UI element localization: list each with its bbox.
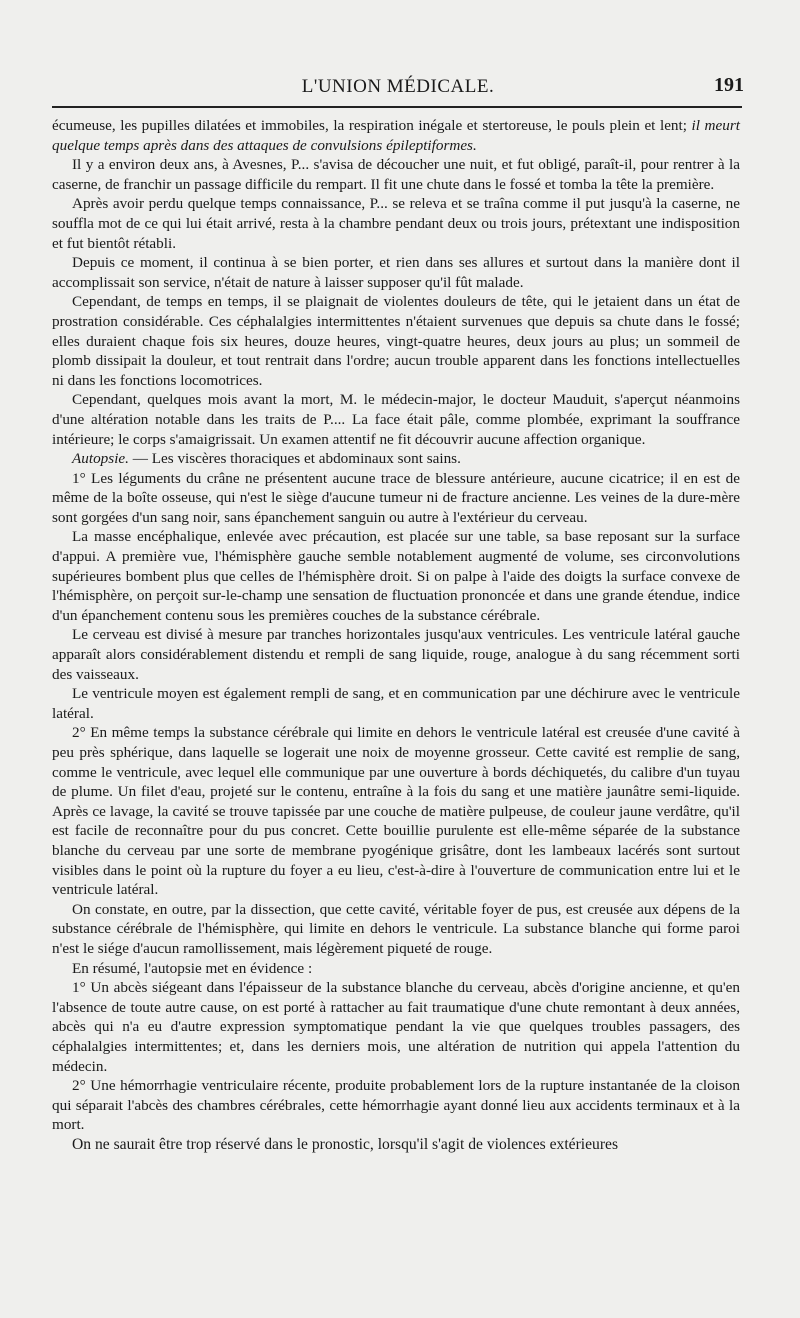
paragraph <box>52 194 740 253</box>
paragraph-text: Le cerveau est divisé à mesure par tranches horizontales jusqu'aux ventricules. Les ventricule latéral gauche apparaît alors considérablement distendu et rempli de sang liquide, rouge, analogue à du sang récemment sorti des vaisseaux. <box>52 626 740 683</box>
paragraph-text: Le ventricule moyen est également rempli de sang, et en communication par une déchirure avec le ventricule latéral. <box>52 685 740 722</box>
running-header <box>52 72 744 102</box>
paragraph-text: 2° En même temps la substance cérébrale qui limite en dehors le ventricule latéral est creusée d'une cavité à peu près sphérique, dans laquelle se logerait une noix de moyenne grosseur. Cette cavité est remplie de sang, comme le ventricule, avec lequel elle communique par une ouverture à bords déchiquetés, du calibre d'un tuyau de plume. Un filet d'eau, projeté sur le contenu, entraîne à la fois du sang et une matière jaunâtre semi-liquide. Après ce lavage, la cavité se trouve tapissée par une couche de matière pulpeuse, de couleur jaune verdâtre, qu'il est facile de reconnaître pour du pus concret. Cette bouillie purulente est elle-même séparée de la substance blanche du cerveau par une sorte de membrane pyogénique grisâtre, dont les lambeaux lacérés sont surtout visibles dans le point où la rupture du foyer a eu lieu, c'est-à-dire à l'ouverture de communication entre lui et le ventricule latéral. <box>52 724 740 899</box>
paragraph <box>52 959 740 979</box>
article-body <box>52 116 740 1154</box>
page-number: 191 <box>714 74 744 96</box>
paragraph-text: La masse encéphalique, enlevée avec précaution, est placée sur une table, sa base reposant sur la surface d'appui. A première vue, l'hémisphère gauche semble notablement augmenté de volume, ses circonvolutions supérieures bombent plus que celles de l'hémisphère droit. Si on palpe à l'aide des doigts la surface convexe de l'hémisphère, on perçoit sur-le-champ une sensation de fluctuation prononcée et dans une grande étendue, indice d'un épanchement contenu sous les premières couches de la substance cérébrale. <box>52 528 740 624</box>
paragraph <box>52 449 740 469</box>
paragraph-text: 1° Un abcès siégeant dans l'épaisseur de la substance blanche du cerveau, abcès d'origine ancienne, et qu'en l'absence de toute autre cause, on est porté à rattacher au fait traumatique d'une chute remontant à deux années, abcès qui n'a eu d'autre expression symptomatique pendant la vie que quelques troubles passagers, des céphalalgies intermittentes; et, dans les derniers mois, une altération de nutrition qui appela l'attention du médecin. <box>52 979 740 1075</box>
paragraph <box>52 390 740 449</box>
paragraph-text: 1° Les léguments du crâne ne présentent aucune trace de blessure antérieure, aucune cicatrice; il en est de même de la boîte osseuse, qui n'est le siège d'aucune tumeur ni de fracture ancienne. Les veines de la dure-mère sont gorgées d'un sang noir, sans épanchement sanguin ou autre à l'extérieur du cerveau. <box>52 469 740 526</box>
paragraph-italic-text: il meurt quelque temps après dans des attaques de convulsions épileptiformes. <box>52 117 740 154</box>
journal-title: L'UNION MÉDICALE. <box>301 76 495 97</box>
paragraph-text: Cependant, de temps en temps, il se plaignait de violentes douleurs de tête, qui le jetaient dans un état de prostration considérable. Ces céphalalgies intermittentes n'étaient survenues que depuis sa chute dans le fossé; elles duraient chaque fois six heures, douze heures, vingt-quatre heures, deux jours au plus; un sommeil de plomb dissipait la douleur, et tout rentrait dans l'ordre; aucun trouble apparent dans les fonctions intellectuelles ni dans les fonctions locomotrices. <box>52 293 740 389</box>
paragraph <box>52 1076 740 1135</box>
paragraph <box>52 684 740 723</box>
paragraph-text: Depuis ce moment, il continua à se bien porter, et rien dans ses allures et surtout dans la manière dont il accomplissait son service, n'était de nature à laisser supposer qu'il fût malade. <box>52 254 740 291</box>
paragraph-text: Il y a environ deux ans, à Avesnes, P... s'avisa de découcher une nuit, et fut obligé, paraît-il, pour rentrer à la caserne, de franchir un passage difficile du rempart. Il fit une chute dans le fossé et tomba la tête la première. <box>52 156 740 193</box>
paragraph <box>52 253 740 292</box>
paragraph-text: 2° Une hémorrhagie ventriculaire récente, produite probablement lors de la rupture instantanée de la cloison qui séparait l'abcès des chambres cérébrales, cette hémorrhagie ayant donné lieu aux accidents terminaux et à la mort. <box>52 1077 740 1134</box>
paragraph-text: On constate, en outre, par la dissection, que cette cavité, véritable foyer de pus, est creusée aux dépens de la substance cérébrale de l'hémisphère, qui limite en dehors le ventricule. La substance blanche qui forme paroi n'est le siége d'aucun ramollissement, mais légèrement piqueté de rouge. <box>52 900 740 957</box>
paragraph-text: Après avoir perdu quelque temps connaissance, P... se releva et se traîna comme il put jusqu'à la caserne, ne souffla mot de ce qui lui était arrivé, resta à la chambre pendant deux ou trois jours, prétextant une indisposition et fut bientôt rétabli. <box>52 195 740 252</box>
paragraph-text: — Les viscères thoraciques et abdominaux sont sains. <box>128 450 461 468</box>
paragraph <box>52 155 740 194</box>
paragraph <box>52 1135 740 1155</box>
paragraph-text: En résumé, l'autopsie met en évidence : <box>72 959 313 977</box>
paragraph-text: Cependant, quelques mois avant la mort, M. le médecin-major, le docteur Mauduit, s'aperçut néanmoins d'une altération notable dans les traits de P.... La face était pâle, comme plombée, exprimant la souffrance intérieure; le corps s'amaigrissait. Un examen attentif ne fit découvrir aucune affection organique. <box>52 391 740 448</box>
paragraph <box>52 723 740 899</box>
paragraph-italic-text: Autopsie. <box>72 450 129 468</box>
paragraph <box>52 900 740 959</box>
header-rule <box>52 106 742 108</box>
paragraph-text: écumeuse, les pupilles dilatées et immobiles, la respiration inégale et stertoreuse, le pouls plein et lent; <box>52 117 692 134</box>
paragraph <box>52 469 740 528</box>
paragraph-text: On ne saurait être trop réservé dans le pronostic, lorsqu'il s'agit de violences extérieures <box>72 1135 619 1153</box>
paragraph <box>52 116 740 155</box>
paragraph <box>52 527 740 625</box>
paragraph <box>52 978 740 1076</box>
paragraph <box>52 292 740 390</box>
paragraph <box>52 625 740 684</box>
